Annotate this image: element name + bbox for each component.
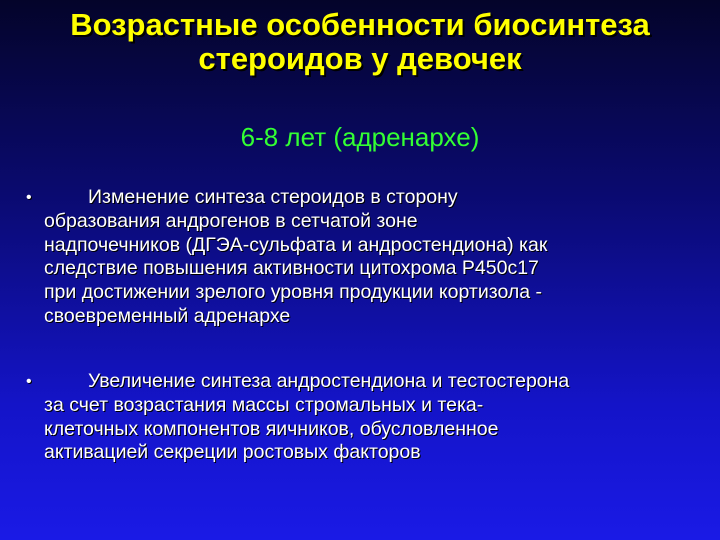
- bullet-1-line-5: при достижении зрелого уровня продукции кортизола -: [44, 281, 543, 304]
- slide-title-line-2: стероидов у девочек: [198, 41, 522, 76]
- slide-title-line-1: Возрастные особенности биосинтеза: [70, 7, 650, 42]
- bullet-marker-icon: •: [26, 373, 32, 390]
- bullet-item-1: [26, 186, 694, 329]
- slide-title: [0, 8, 720, 76]
- bullet-2-line-4: активацией секреции ростовых факторов: [44, 441, 421, 464]
- bullet-2-line-3: клеточных компонентов яичников, обусловленное: [44, 417, 499, 440]
- bullet-2-line-1: Увеличение синтеза андростендиона и тестостерона: [88, 370, 570, 392]
- bullet-1-line-6: своевременный адренархе: [44, 304, 291, 327]
- bullet-1-line-4: следствие повышения активности цитохрома Р450с17: [44, 257, 539, 280]
- slide-subtitle: 6-8 лет (адренархе): [240, 122, 480, 152]
- bullet-1-line-2: образования андрогенов в сетчатой зоне: [44, 209, 418, 232]
- bullet-2-line-2: за счет возрастания массы стромальных и тека-: [44, 393, 484, 416]
- bullet-item-2: [26, 370, 694, 465]
- bullet-1-line-3: надпочечников (ДГЭА-сульфата и андростендиона) как: [44, 233, 548, 256]
- bullet-1-line-1: Изменение синтеза стероидов в сторону: [88, 186, 458, 208]
- bullet-marker-icon: •: [26, 189, 32, 206]
